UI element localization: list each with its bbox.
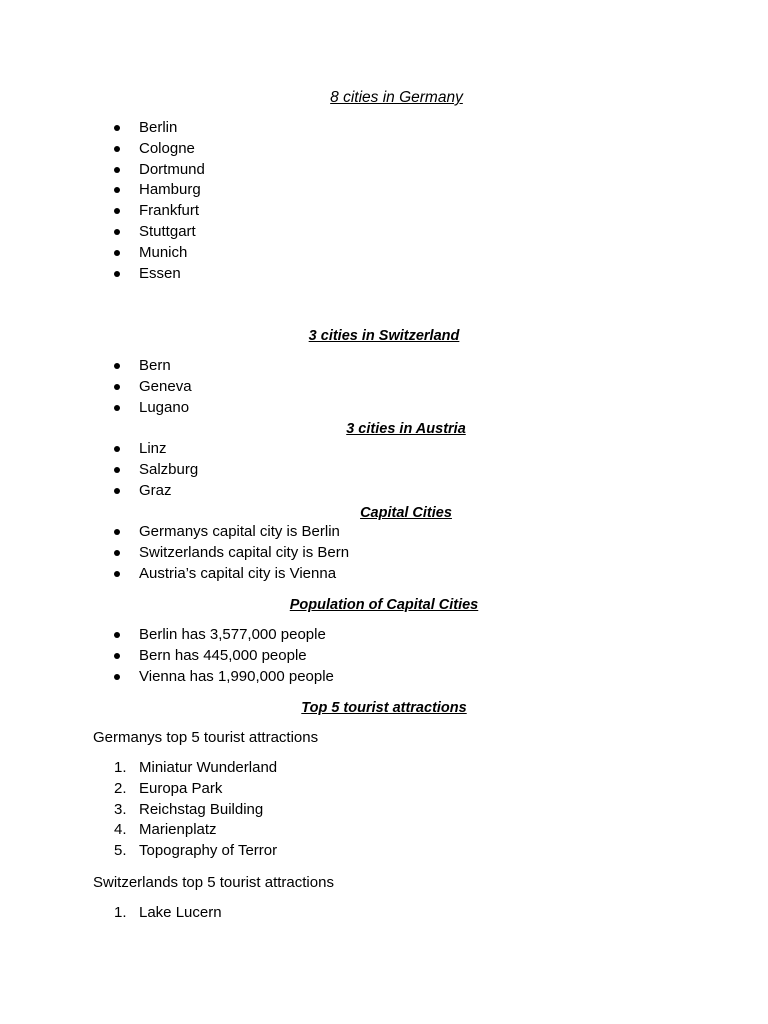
bullet-icon <box>114 229 120 235</box>
bullet-icon <box>114 125 120 131</box>
bullet-icon <box>114 488 120 494</box>
bullet-icon <box>114 167 120 173</box>
bullet-icon <box>114 146 120 152</box>
list-item: Berlin <box>0 118 205 139</box>
bullet-icon <box>114 384 120 390</box>
list-item: 3. Reichstag Building <box>114 800 264 818</box>
list-item: Switzerlands capital city is Bern <box>0 543 349 564</box>
tourist-attractions-heading: Top 5 tourist attractions <box>301 700 467 716</box>
bullet-icon <box>114 250 120 256</box>
list-item: 2. Europa Park <box>114 779 223 797</box>
bullet-icon <box>114 550 120 556</box>
list-item: 5. Topography of Terror <box>114 842 278 860</box>
list-item: Geneva <box>0 377 192 398</box>
list-item: 4. Marienplatz <box>114 821 217 839</box>
germany-heading-text: 8 cities in Germany <box>330 89 463 106</box>
list-item: Germanys capital city is Berlin <box>0 522 349 543</box>
austria-heading: 3 cities in Austria <box>346 421 466 437</box>
bullet-icon <box>114 653 120 659</box>
germany-attractions-intro: Germanys top 5 tourist attractions <box>93 729 319 746</box>
list-item: Dortmund <box>0 160 205 181</box>
switzerland-attractions-list <box>0 903 222 924</box>
list-item: Lugano <box>0 398 192 419</box>
list-item: Graz <box>0 481 198 502</box>
list-item: Vienna has 1,990,000 people <box>0 667 334 688</box>
switzerland-heading: 3 cities in Switzerland <box>308 328 460 344</box>
bullet-icon <box>114 405 120 411</box>
list-item: 1. Lake Lucern <box>114 904 222 921</box>
germany-heading <box>0 88 768 108</box>
switzerland-city-list <box>0 356 192 418</box>
bullet-icon <box>114 674 120 680</box>
list-item: Stuttgart <box>0 222 205 243</box>
switzerland-attractions-intro: Switzerlands top 5 tourist attractions <box>93 874 334 891</box>
germany-city-list <box>0 118 205 284</box>
list-item: Salzburg <box>0 460 198 481</box>
bullet-icon <box>114 363 120 369</box>
bullet-icon <box>114 467 120 473</box>
list-item: Bern <box>0 356 192 377</box>
list-item: Austria’s capital city is Vienna <box>0 564 349 585</box>
bullet-icon <box>114 529 120 535</box>
list-item: 1. Miniatur Wunderland <box>114 759 278 776</box>
capital-cities-list <box>0 522 349 584</box>
list-item: Munich <box>0 243 205 264</box>
bullet-icon <box>114 208 120 214</box>
list-item: Essen <box>0 264 205 285</box>
capital-cities-heading: Capital Cities <box>360 505 452 521</box>
bullet-icon <box>114 187 120 193</box>
list-item: Frankfurt <box>0 201 205 222</box>
bullet-icon <box>114 446 120 452</box>
bullet-icon <box>114 632 120 638</box>
population-heading: Population of Capital Cities <box>289 597 479 613</box>
list-item: Cologne <box>0 139 205 160</box>
germany-attractions-list <box>0 758 277 862</box>
list-item: Hamburg <box>0 180 205 201</box>
bullet-icon <box>114 271 120 277</box>
list-item: Linz <box>0 439 198 460</box>
bullet-icon <box>114 571 120 577</box>
austria-city-list <box>0 439 198 501</box>
list-item: Berlin has 3,577,000 people <box>0 625 334 646</box>
population-list <box>0 625 334 687</box>
list-item: Bern has 445,000 people <box>0 646 334 667</box>
